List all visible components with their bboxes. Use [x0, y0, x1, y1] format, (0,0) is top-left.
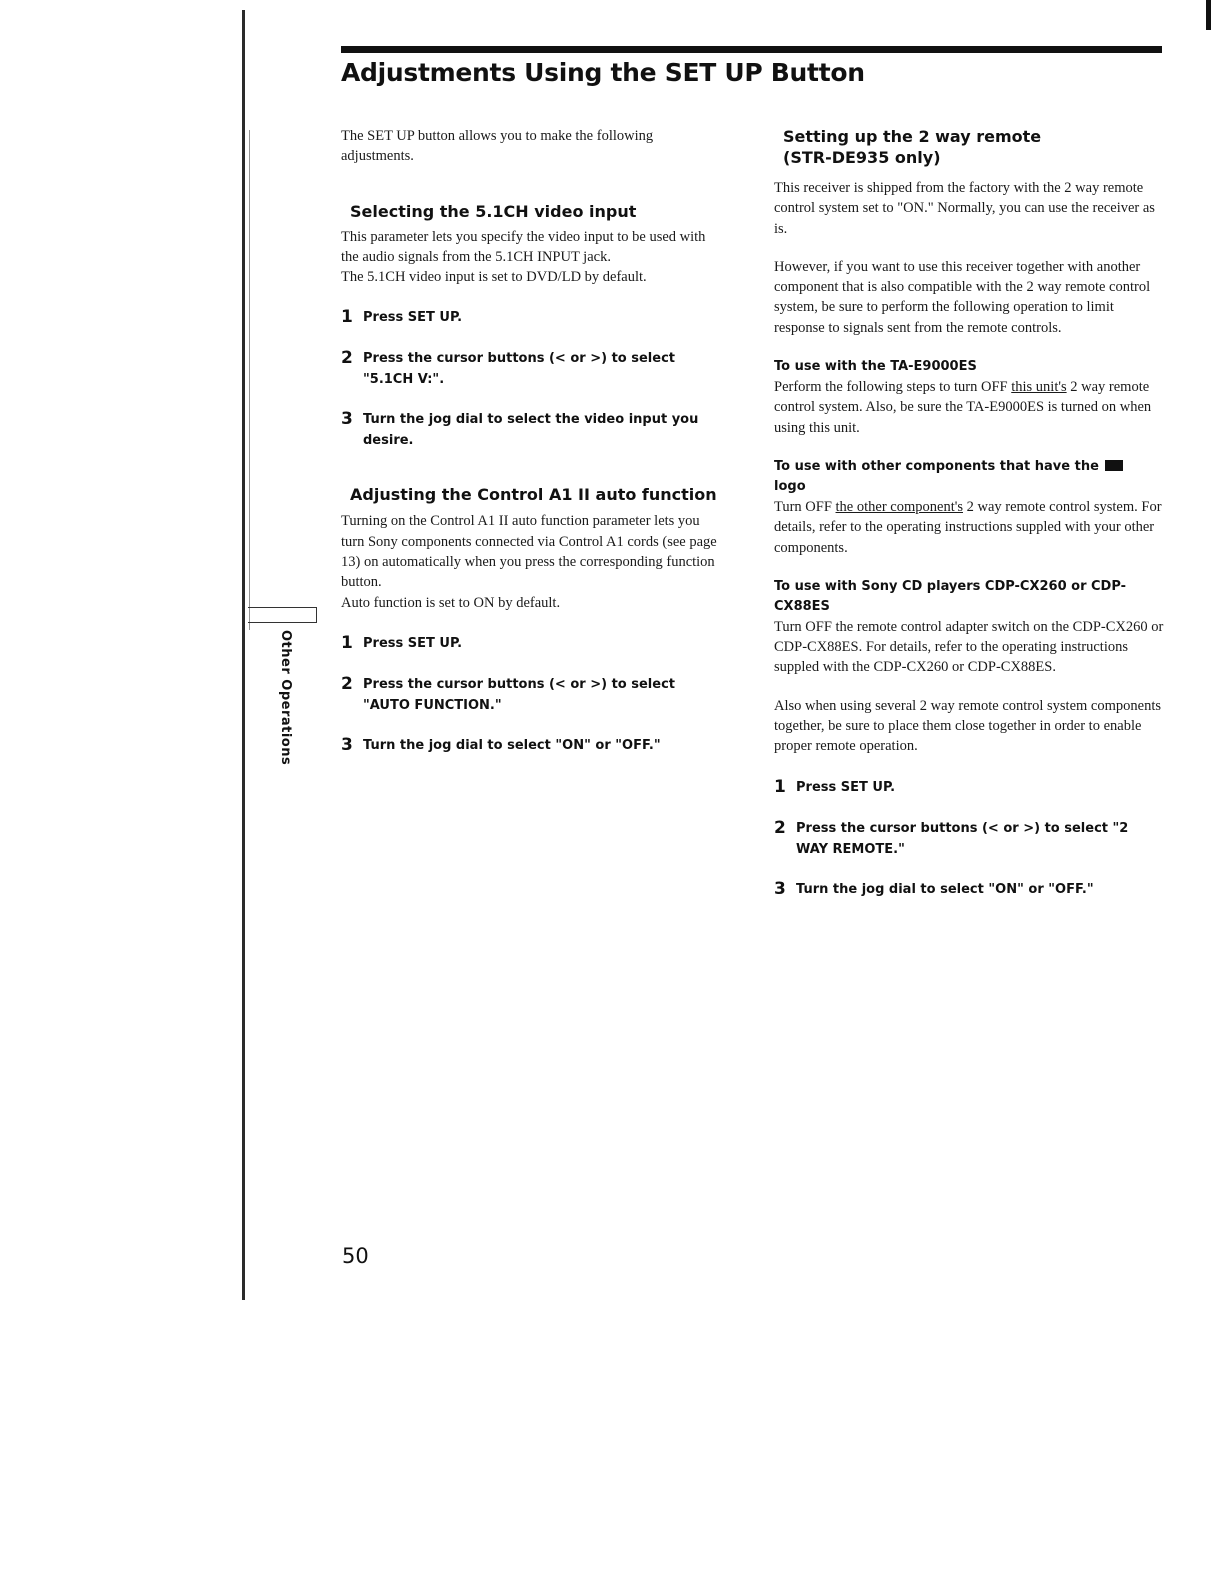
section-heading-control-a1: Adjusting the Control A1 II auto function — [350, 485, 717, 505]
step-number: 2 — [774, 817, 786, 838]
subheading-text: To use with other components that have the — [774, 458, 1099, 474]
step-text: Press SET UP. — [363, 310, 463, 326]
two-way-remote-logo-icon — [1105, 460, 1123, 471]
text-run: 2 way remote control system. For details, refer to the operating instructions suppled with your other components. — [774, 498, 1162, 556]
step-text: Turn the jog dial to select the video input you desire. — [363, 412, 699, 449]
section1-paragraph: This parameter lets you specify the video input to be used with the audio signals from the 5.1CH INPUT jack. — [341, 228, 706, 265]
section-heading-2-way-remote: Setting up the 2 way remote (STR-DE935 only) — [783, 127, 1042, 167]
step-text: Turn the jog dial to select "ON" or "OFF." — [363, 737, 661, 753]
step-item — [341, 633, 725, 654]
subheading-text-end: logo — [774, 478, 806, 494]
text-run: 2 way remote control system. Also, be sure the TA-E9000ES is turned on when using this unit. — [774, 379, 1152, 436]
subheading-ta-e9000es: To use with the TA-E9000ES — [774, 359, 977, 375]
subsection-cd-players-text: Turn OFF the remote control adapter switch on the CDP-CX260 or CDP-CX88ES. For details, refer to the operating instructions suppled with the CDP-CX260 or CDP-CX88ES. — [774, 618, 1164, 676]
step-item — [341, 674, 725, 716]
section3-closing-paragraph: Also when using several 2 way remote control system components together, be sure to place them close together in order to enable proper remote operation. — [774, 697, 1161, 755]
step-item — [341, 348, 725, 390]
step-number: 3 — [774, 878, 786, 899]
subheading-cd-players: To use with Sony CD players CDP-CX260 or CDP-CX88ES — [774, 578, 1127, 614]
binding-edge-line — [249, 130, 250, 630]
section3-paragraph: However, if you want to use this receiver together with another component that is also compatible with the 2 way remote control system, be sure to perform the following operation to limit response to signals sent from the remote controls. — [774, 258, 1151, 336]
page-number: 50 — [342, 1244, 369, 1268]
scan-edge-mark — [1206, 0, 1211, 30]
side-tab-marker — [248, 607, 317, 623]
step-text: Turn the jog dial to select "ON" or "OFF." — [796, 881, 1094, 897]
step-number: 2 — [341, 673, 353, 694]
step-text: Press the cursor buttons (< or >) to select "AUTO FUNCTION." — [363, 676, 675, 713]
text-run: Turn OFF — [774, 498, 836, 515]
step-item — [774, 818, 1164, 860]
step-item — [774, 777, 1164, 798]
section3-intro-paragraph: This receiver is shipped from the factory with the 2 way remote control system set to "ON." Normally, you can use the receiver as is. — [774, 180, 1155, 237]
side-tab-label: Other Operations — [278, 630, 293, 766]
subheading-other-components — [774, 457, 1164, 497]
step-text: Press the cursor buttons (< or >) to select "5.1CH V:". — [363, 351, 675, 388]
step-number: 1 — [341, 307, 353, 328]
section1-default-note: The 5.1CH video input is set to DVD/LD by default. — [341, 269, 647, 286]
subsection-other-components-text — [774, 497, 1164, 558]
section2-paragraph: Turning on the Control A1 II auto function parameter lets you turn Sony components connected via Control A1 cords (see page 13) on automatically when you press the corresponding function button. — [341, 513, 717, 591]
step-number: 1 — [341, 632, 353, 653]
binding-edge-line — [242, 10, 245, 1300]
title-rule — [341, 46, 1162, 53]
step-item — [774, 879, 1164, 900]
step-text: Press SET UP. — [363, 635, 463, 651]
step-number: 2 — [341, 348, 353, 369]
right-column — [774, 126, 1164, 900]
left-column — [341, 126, 725, 756]
step-item — [341, 307, 725, 328]
subsection-ta-e9000es-text — [774, 377, 1164, 438]
section-heading-5-1ch: Selecting the 5.1CH video input — [350, 201, 637, 221]
step-number: 1 — [774, 776, 786, 797]
step-text: Press the cursor buttons (< or >) to select "2 WAY REMOTE." — [796, 820, 1129, 857]
text-run: Perform the following steps to turn OFF — [774, 379, 1012, 396]
intro-text: The SET UP button allows you to make the following adjustments. — [341, 128, 654, 165]
step-text: Press SET UP. — [796, 779, 896, 795]
step-item — [341, 409, 725, 451]
section2-default-note: Auto function is set to ON by default. — [341, 594, 561, 611]
step-number: 3 — [341, 409, 353, 430]
text-run-underlined: this unit's — [1011, 379, 1067, 396]
step-number: 3 — [341, 734, 353, 755]
step-item — [341, 735, 725, 756]
text-run-underlined: the other component's — [835, 498, 963, 515]
page-title: Adjustments Using the SET UP Button — [341, 58, 865, 87]
